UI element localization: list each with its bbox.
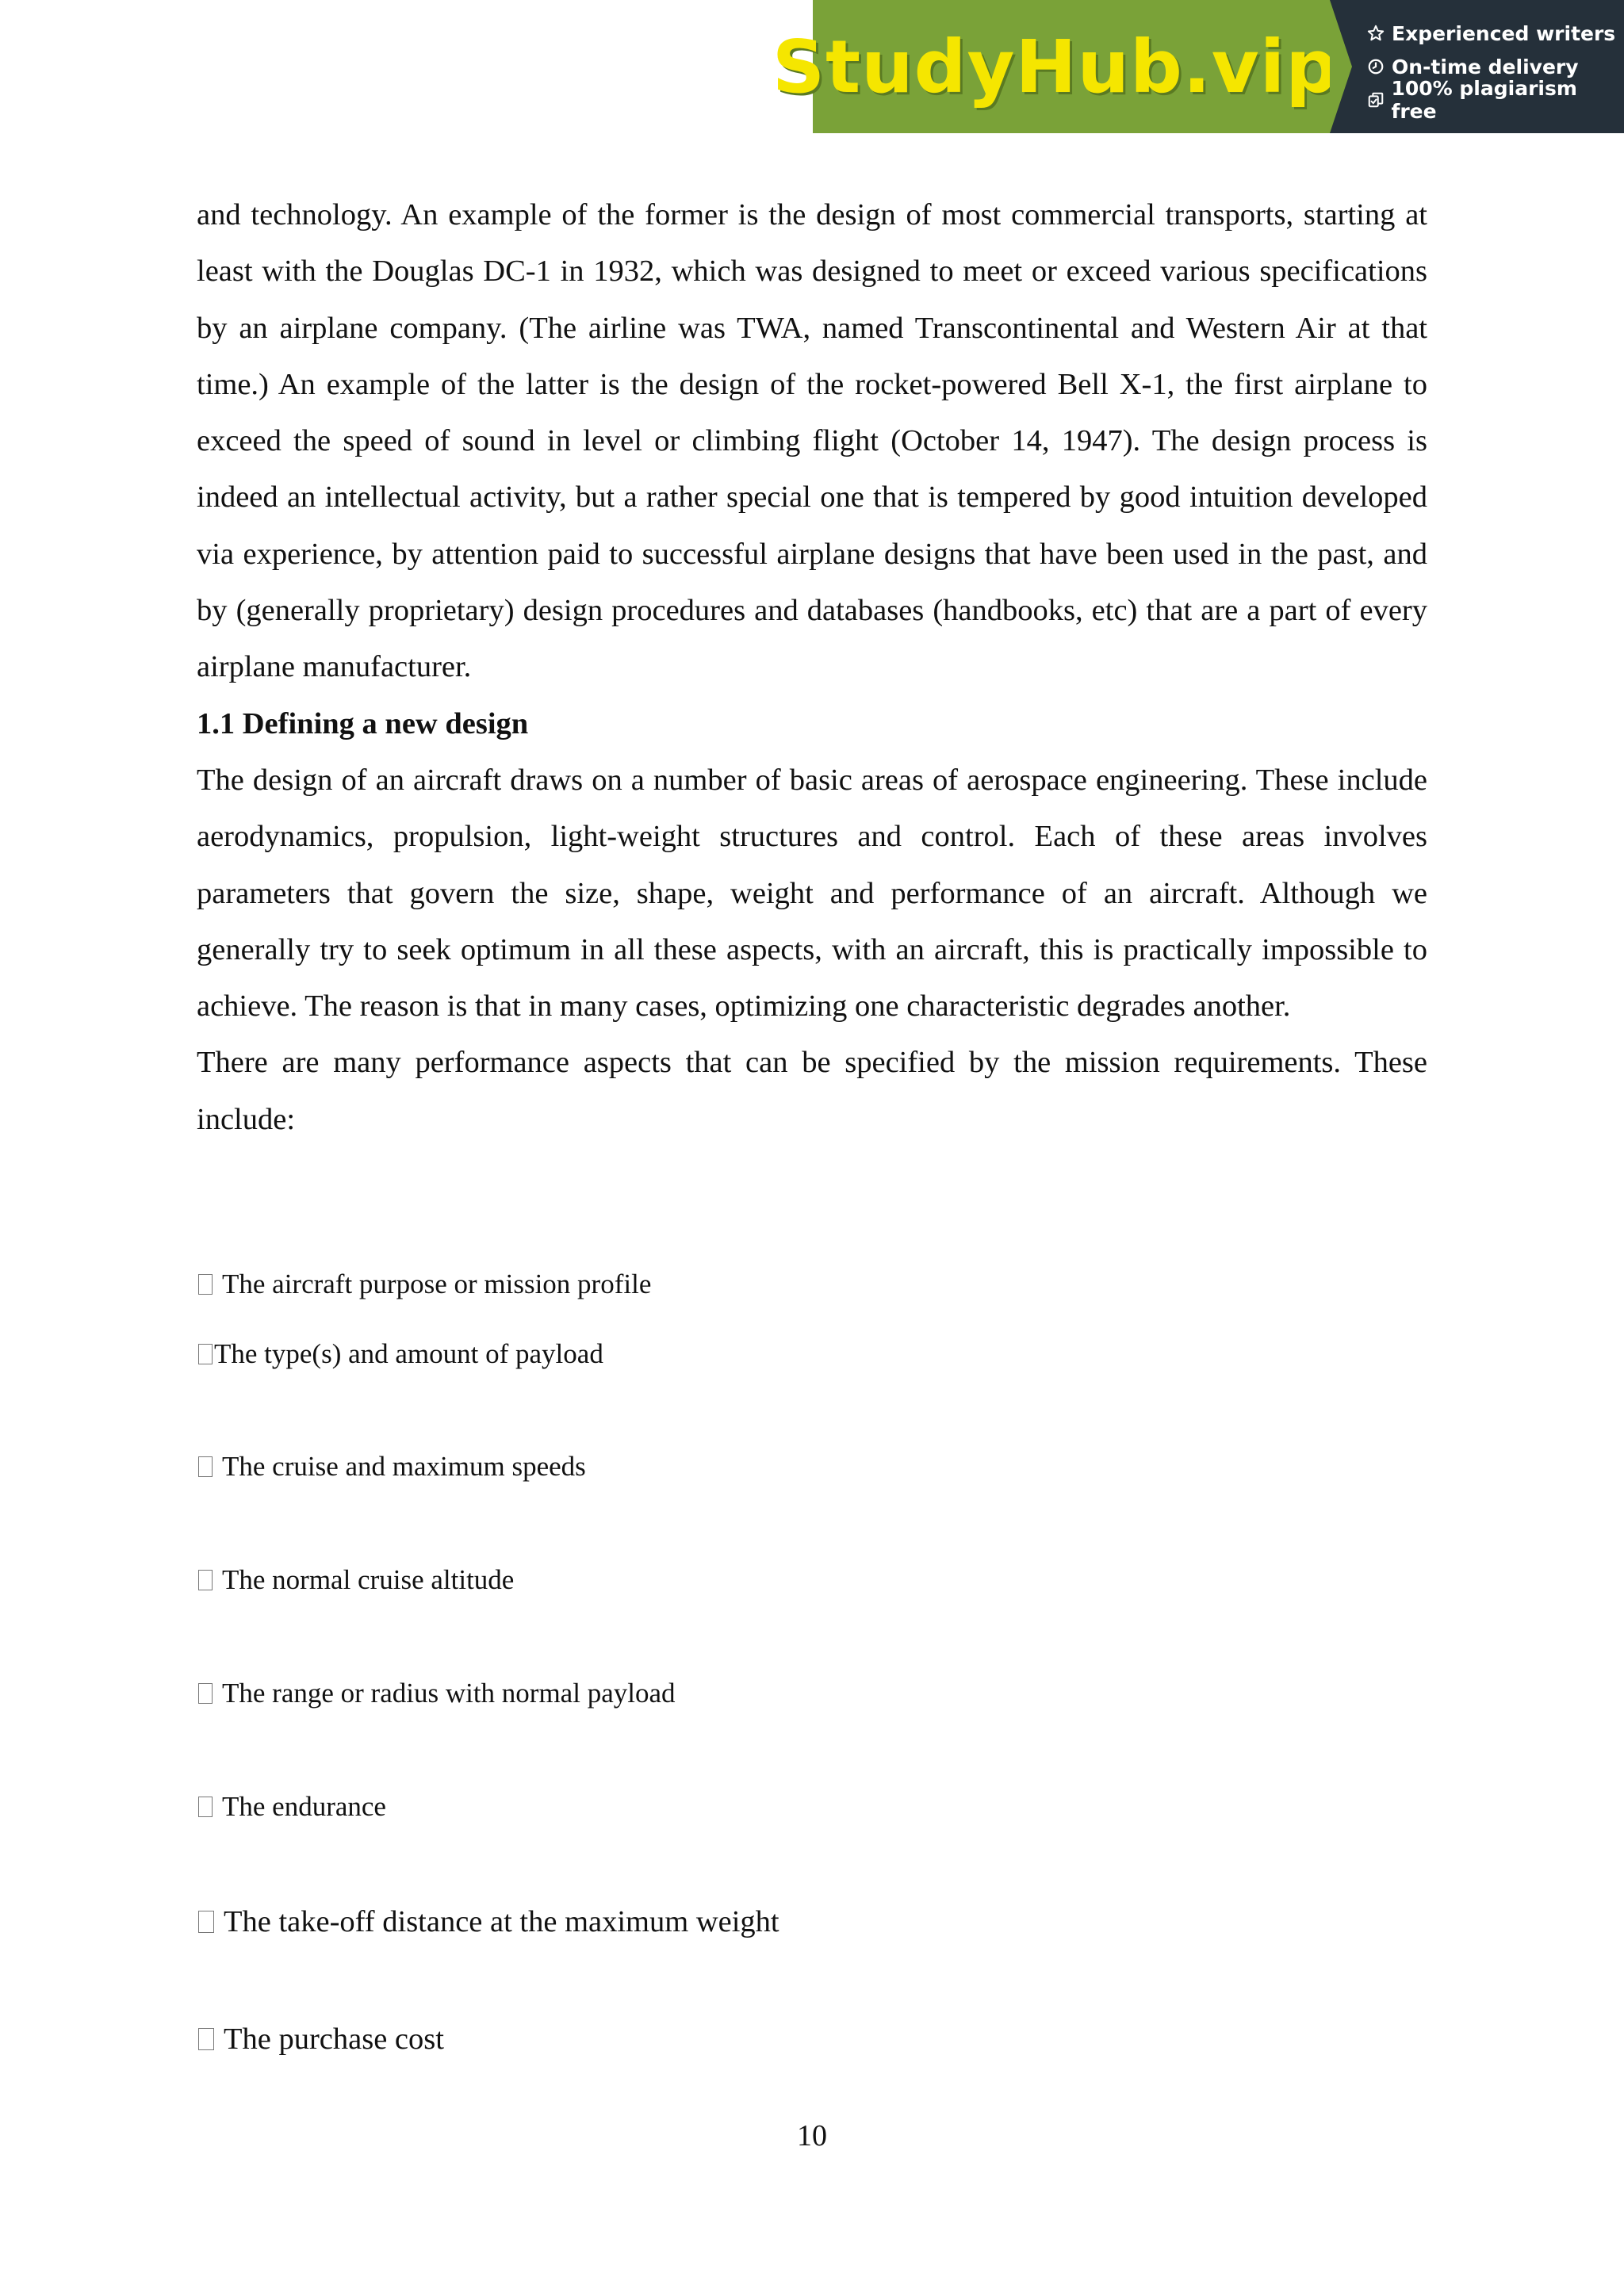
list-item-text: The endurance <box>222 1791 386 1822</box>
section-paragraph: The design of an aircraft draws on a number of basic areas of aerospace engineering. These include aerodynamics, propulsion, light-weight structures and control. Each of these areas involves parameters that govern the size, shape, weight and performance of an aircraft. Although we generally try to seek optimum in all these aspects, with an aircraft, this is practically impossible to achieve. The reason is that in many cases, optimizing one characteristic degrades another. <box>197 763 1427 1024</box>
document-body <box>197 187 1427 1148</box>
section-heading: 1.1 Defining a new design <box>197 706 529 740</box>
list-item-text: The normal cruise altitude <box>222 1564 515 1595</box>
bullet-glyph-icon <box>198 1570 213 1590</box>
list-item-text: The range or radius with normal payload <box>222 1678 676 1709</box>
list-item <box>198 1269 651 1300</box>
list-item <box>198 1338 603 1370</box>
bullet-glyph-icon <box>198 1797 213 1817</box>
list-item <box>198 1678 675 1709</box>
list-item <box>198 1791 386 1823</box>
list-item-text: The aircraft purpose or mission profile <box>222 1269 652 1299</box>
list-item-text: The take-off distance at the maximum weight <box>224 1905 779 1938</box>
bullet-glyph-icon <box>198 1683 213 1704</box>
star-icon <box>1366 24 1385 43</box>
bullet-glyph-icon <box>198 1344 213 1364</box>
feature-plagiarism-free <box>1366 77 1624 123</box>
list-item-text: The purchase cost <box>224 2022 444 2056</box>
list-item <box>198 1451 586 1483</box>
brand-logo[interactable] <box>772 0 1339 133</box>
bullet-glyph-icon <box>198 1274 213 1295</box>
bullet-glyph-icon <box>198 1456 213 1477</box>
banner-features <box>1330 0 1624 133</box>
feature-label: 100% plagiarism free <box>1391 77 1577 123</box>
feature-label: Experienced writers <box>1392 21 1616 45</box>
page-number: 10 <box>797 2119 827 2152</box>
list-item <box>198 2022 444 2057</box>
intro-paragraph: and technology. An example of the former is the design of most commercial transports, starting at least with the Douglas DC-1 in 1932, which was designed to meet or exceed various specifications by an airplane company. (The airline was TWA, named Transcontinental and Western Air at that time.) An example of the latter is the design of the rocket-powered Bell X-1, the first airplane to exceed the speed of sound in level or climbing flight (October 14, 1947). The design process is indeed an intellectual activity, but a rather special one that is tempered by good intuition developed via experience, by attention paid to successful airplane designs that have been used in the past, and by (generally proprietary) design procedures and databases (handbooks, etc) that are a part of every airplane manufacturer. <box>197 198 1427 684</box>
feature-experienced-writers <box>1366 17 1624 50</box>
list-item <box>198 1904 779 1939</box>
list-item-text: The cruise and maximum speeds <box>222 1451 586 1482</box>
list-intro-paragraph: There are many performance aspects that can be specified by the mission requirements. These include: <box>197 1046 1427 1136</box>
clock-icon <box>1366 57 1385 76</box>
list-item-text: The type(s) and amount of payload <box>214 1338 603 1369</box>
bullet-glyph-icon <box>198 2028 214 2050</box>
feature-label: On-time delivery <box>1392 55 1579 78</box>
copy-check-icon <box>1366 90 1385 109</box>
list-item <box>198 1564 514 1596</box>
promo-banner[interactable] <box>772 0 1624 133</box>
brand-name: StudyHub.vip <box>772 24 1339 109</box>
bullet-glyph-icon <box>198 1911 214 1933</box>
